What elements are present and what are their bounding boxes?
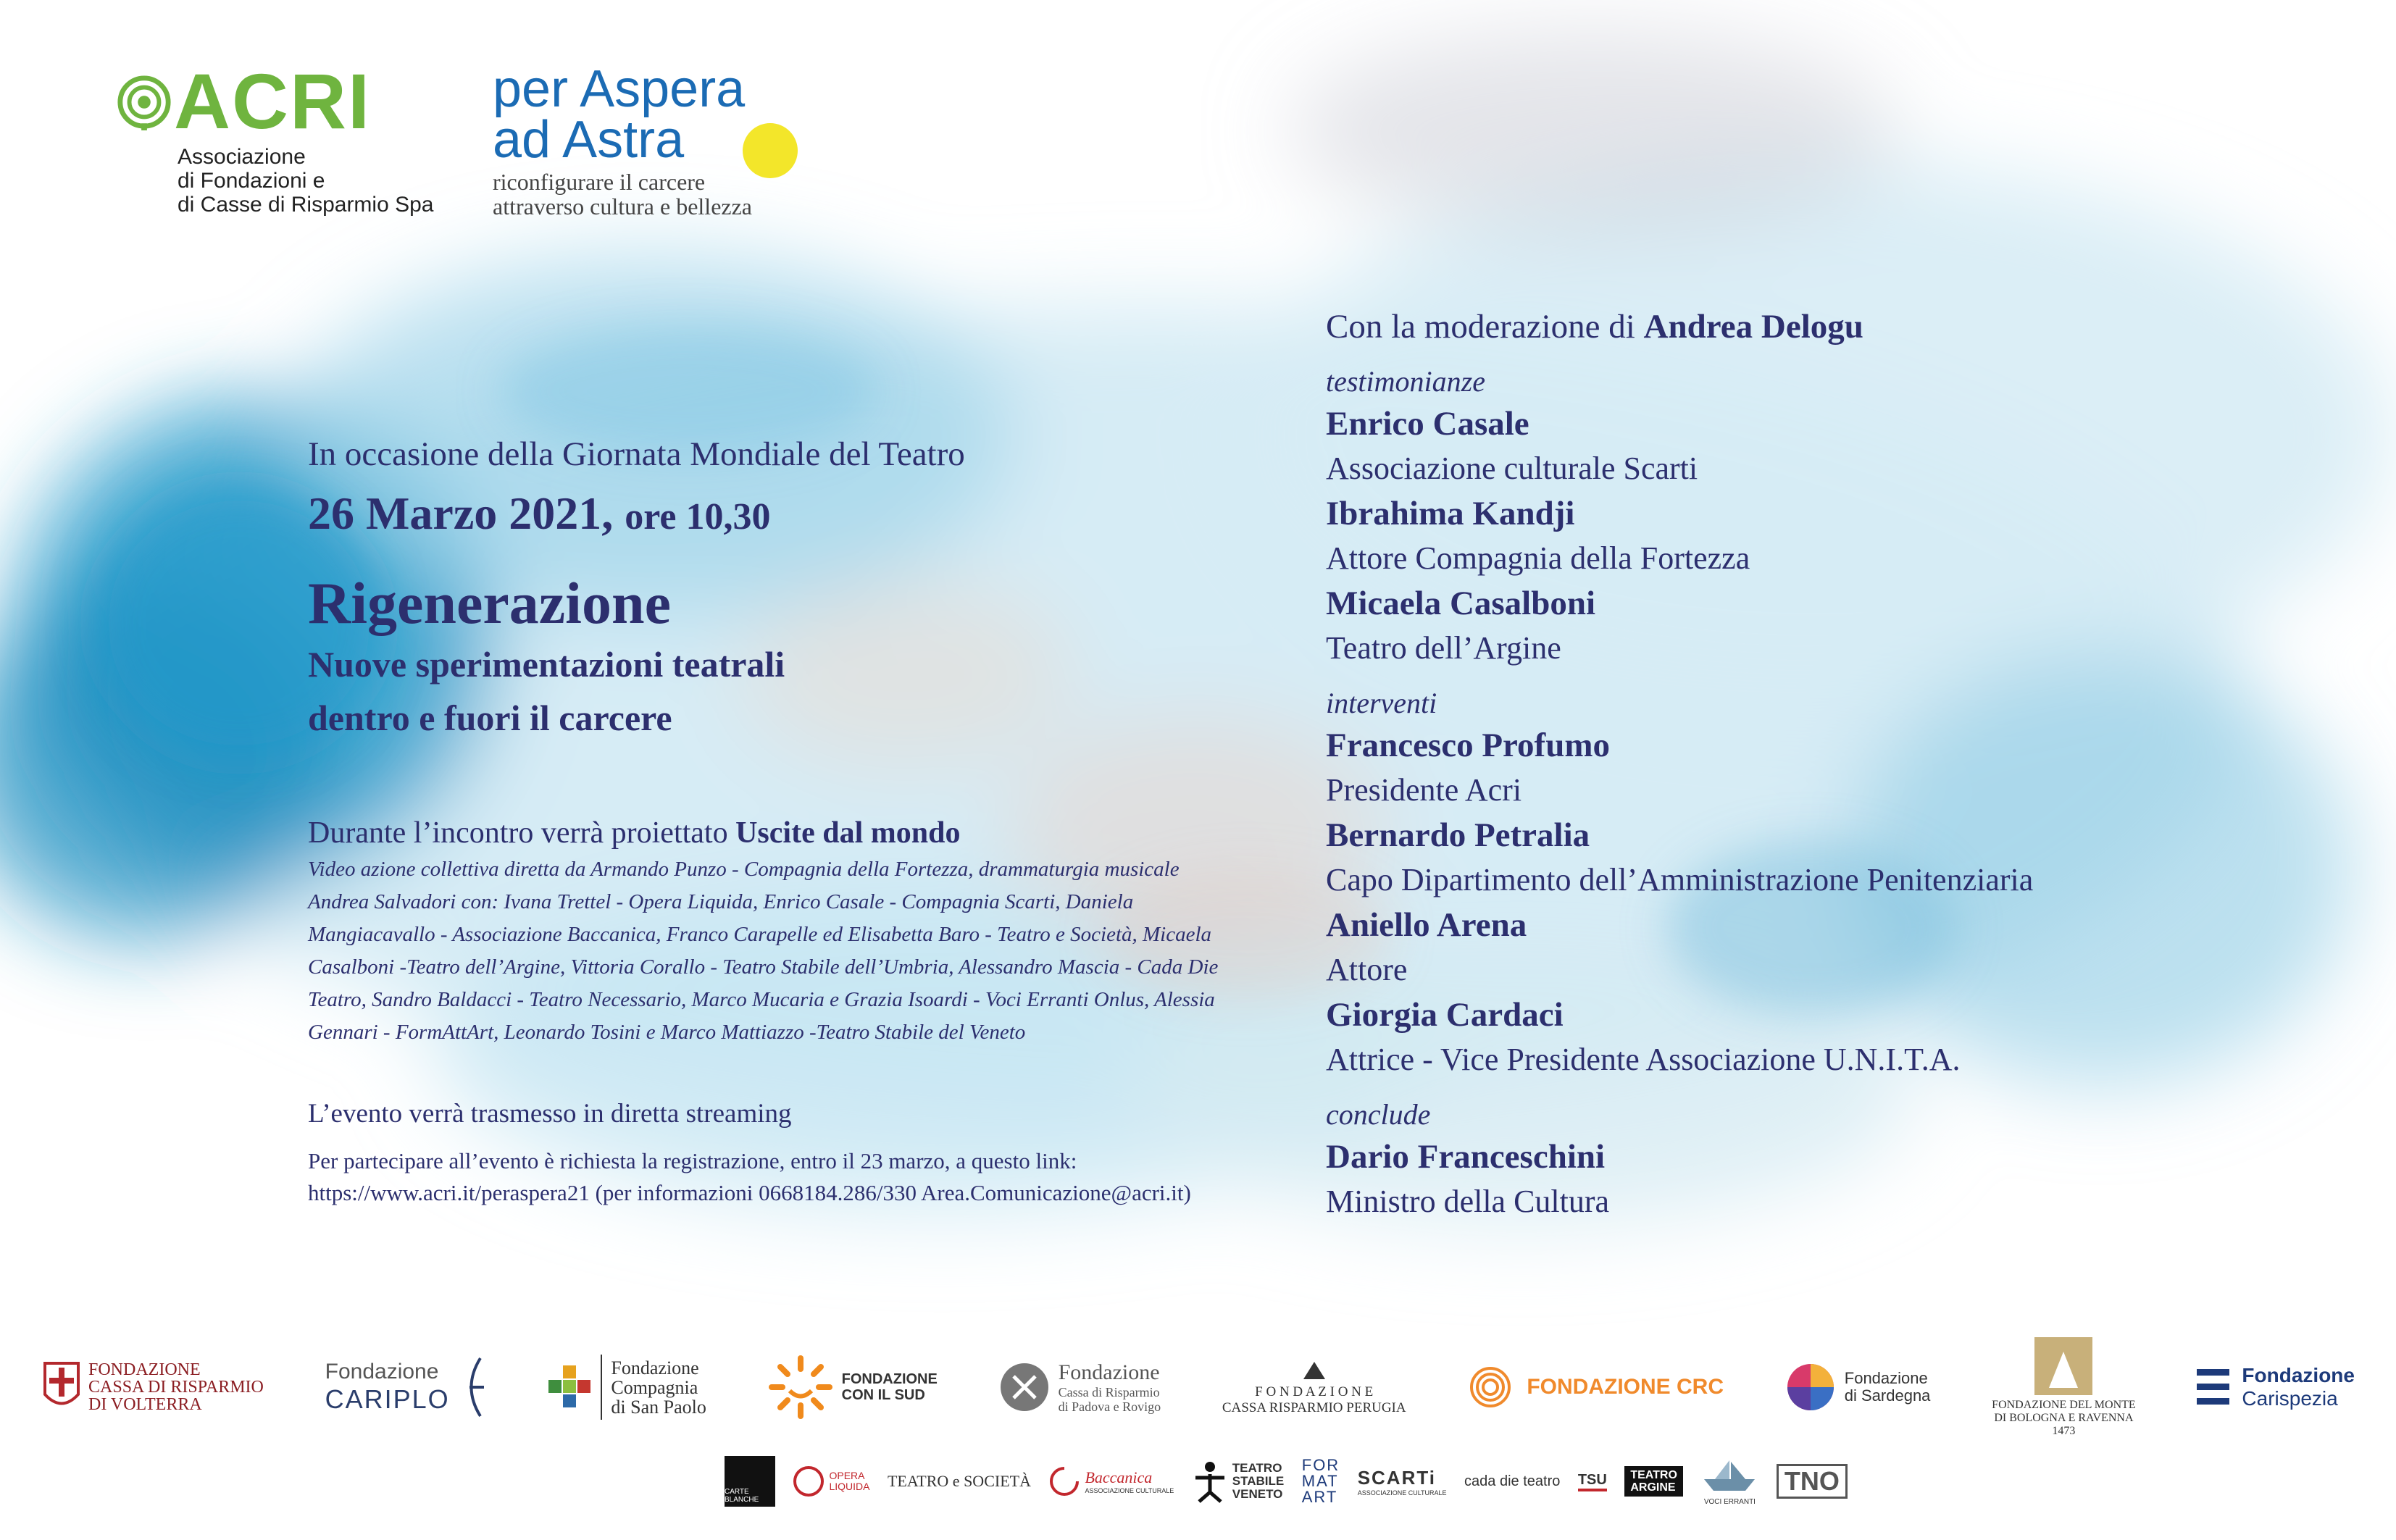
voci-erranti-boat-icon xyxy=(1700,1457,1758,1494)
project-title-line1: per Aspera xyxy=(493,60,746,118)
partner-logos xyxy=(725,1449,1848,1514)
event-date-day: 26 Marzo 2021, xyxy=(308,487,614,539)
logo-fondazione-carispezia: Fondazione Carispezia xyxy=(2197,1364,2355,1410)
carispezia-bars-icon xyxy=(2197,1365,2233,1409)
speaker-role: Associazione culturale Scarti xyxy=(1326,451,1698,486)
project-subtitle: riconfigurare il carcere attraverso cultura e bellezza xyxy=(493,169,752,219)
stabile-veneto-figure-icon xyxy=(1192,1460,1228,1503)
event-info xyxy=(308,435,1243,1209)
logo-fondazione-del-monte: FONDAZIONE DEL MONTE DI BOLOGNA E RAVENNA 1473 xyxy=(1992,1337,2136,1438)
speaker-role: Attore Compagnia della Fortezza xyxy=(1326,540,1750,576)
logo-tno: TNO xyxy=(1777,1464,1848,1499)
speaker-name: Francesco Profumo xyxy=(1326,727,1610,764)
sponsor-logos xyxy=(43,1347,2355,1437)
logo-voci-erranti: VOCI ERRANTI xyxy=(1700,1457,1758,1506)
logo-cada-die-teatro: cada die teatro xyxy=(1464,1473,1561,1489)
event-subtitle-line1: Nuove sperimentazioni teatrali xyxy=(308,644,785,685)
speaker-name: Micaela Casalboni xyxy=(1326,585,1596,622)
speaker-name: Bernardo Petralia xyxy=(1326,816,1590,854)
event-date xyxy=(308,487,1243,540)
volterra-shield-icon xyxy=(43,1362,80,1413)
logo-opera-liquida: OPERA LIQUIDA xyxy=(793,1465,869,1497)
registration-info xyxy=(308,1145,1243,1209)
logo-fondazione-sardegna: Fondazione di Sardegna xyxy=(1785,1362,1931,1413)
event-occasion: In occasione della Giornata Mondiale del Teatro xyxy=(308,435,965,473)
event-time: ore 10,30 xyxy=(625,496,771,537)
event-title: Rigenerazione xyxy=(308,570,671,636)
sardegna-circle-icon xyxy=(1785,1362,1836,1413)
logo-fondazione-cariplo: Fondazione CARIPLO xyxy=(325,1355,488,1420)
registration-line1: Per partecipare all’evento è richiesta la registrazione, entro il 23 marzo, a questo link: xyxy=(308,1148,1077,1173)
moderator-name: Andrea Delogu xyxy=(1643,308,1863,346)
projection-prefix: Durante l’incontro verrà proiettato xyxy=(308,816,728,850)
sanpaolo-squares-icon xyxy=(548,1365,592,1409)
streaming-note: L’evento verrà trasmesso in diretta streaming xyxy=(308,1099,792,1129)
speaker-role: Capo Dipartimento dell’Amministrazione Penitenziaria xyxy=(1326,862,2034,897)
speaker-role: Presidente Acri xyxy=(1326,772,1522,808)
per-aspera-ad-astra-logo xyxy=(493,60,840,223)
logo-teatro-argine: TEATRO ARGINE xyxy=(1624,1466,1683,1497)
baccanica-swirl-icon xyxy=(1048,1465,1080,1497)
logo-fondazione-perugia: F O N D A Z I O N E CASSA RISPARMIO PERUGIA xyxy=(1222,1359,1406,1416)
moderation-line xyxy=(1326,304,2289,349)
section-label-testimonianze: testimonianze xyxy=(1326,365,1485,398)
logo-teatro-stabile-veneto: TEATRO STABILE VENETO xyxy=(1192,1460,1284,1503)
cariplo-symbol-icon xyxy=(459,1355,488,1420)
logo-carte-blanche: CARTE BLANCHE xyxy=(725,1456,775,1507)
logo-formattart: FOR MAT ART xyxy=(1301,1456,1340,1506)
projection-title: Uscite dal mondo xyxy=(735,816,961,850)
logo-compagnia-sanpaolo: Fondazione Compagnia di San Paolo xyxy=(548,1355,706,1420)
projection-announcement xyxy=(308,816,1243,850)
logo-fondazione-con-il-sud: FONDAZIONE CON IL SUD xyxy=(768,1355,938,1420)
program xyxy=(1326,304,2289,1224)
speaker-name: Aniello Arena xyxy=(1326,906,1527,944)
speaker-role: Teatro dell’Argine xyxy=(1326,630,1561,666)
moderation-prefix: Con la moderazione di xyxy=(1326,308,1635,346)
acri-subtitle: Associazione di Fondazioni e di Casse di Risparmio Spa xyxy=(178,145,434,217)
monte-emblem-icon xyxy=(2034,1337,2092,1395)
speaker-name: Ibrahima Kandji xyxy=(1326,495,1575,532)
registration-link[interactable]: https://www.acri.it/peraspera21 (per informazioni 0668184.286/330 Area.Comunicazione@acri.it) xyxy=(308,1180,1191,1205)
logo-fondazione-crc: FONDAZIONE CRC xyxy=(1467,1365,1724,1409)
logo-scarti: SCARTi ASSOCIAZIONE CULTURALE xyxy=(1357,1466,1447,1497)
speaker-role: Ministro della Cultura xyxy=(1326,1184,1610,1219)
acri-spiral-icon xyxy=(116,74,172,130)
speaker-role: Attrice - Vice Presidente Associazione U.N.I.T.A. xyxy=(1326,1042,1961,1077)
section-label-conclude: conclude xyxy=(1326,1098,1431,1131)
sun-icon xyxy=(743,123,798,178)
padova-circle-icon xyxy=(999,1362,1050,1413)
acri-logo xyxy=(116,57,449,219)
project-title-line2: ad Astra xyxy=(493,111,685,169)
acri-wordmark: ACRI xyxy=(174,57,371,145)
con-il-sud-sun-icon xyxy=(768,1355,833,1420)
section-label-interventi: interventi xyxy=(1326,687,1437,719)
crc-rings-icon xyxy=(1467,1365,1518,1409)
logo-fondazione-volterra: FONDAZIONE CASSA DI RISPARMIO DI VOLTERRA xyxy=(43,1361,264,1413)
speaker-name: Enrico Casale xyxy=(1326,405,1529,443)
logo-baccanica: Baccanica ASSOCIAZIONE CULTURALE xyxy=(1048,1465,1174,1497)
logo-teatro-e-societa: TEATRO e SOCIETÀ xyxy=(887,1472,1031,1490)
logo-tsu: TSU xyxy=(1578,1472,1607,1491)
speaker-role: Attore xyxy=(1326,952,1408,987)
event-subtitle-line2: dentro e fuori il carcere xyxy=(308,698,672,738)
logo-fondazione-padova-rovigo: Fondazione Cassa di Risparmio di Padova e Rovigo xyxy=(999,1360,1161,1414)
video-credits: Video azione collettiva diretta da Armando Punzo - Compagnia della Fortezza, drammaturgia musicale Andrea Salvadori con: Ivana Trettel - Opera Liquida, Enrico Casale - Compagnia Scarti, Daniela Mangiacavallo - Associazione Baccanica, Franco Carapelle ed Elisabetta Baro - Teatro e Società, Micaela Casalboni -Teatro dell’Argine, Vittoria Corallo - Teatro Stabile dell’Umbria, Alessandro Mascia - Cada Die Teatro, Sandro Baldacci - Teatro Necessario, Marco Mucaria e Grazia Isoardi - Voci Erranti Onlus, Alessia Gennari - FormAttArt, Leonardo Tosini e Marco Mattiazzo -Teatro Stabile del Veneto xyxy=(308,858,1219,1044)
perugia-griffin-icon xyxy=(1300,1359,1329,1381)
speaker-name: Dario Franceschini xyxy=(1326,1138,1606,1176)
opera-liquida-icon xyxy=(793,1465,825,1497)
speaker-name: Giorgia Cardaci xyxy=(1326,996,1564,1034)
